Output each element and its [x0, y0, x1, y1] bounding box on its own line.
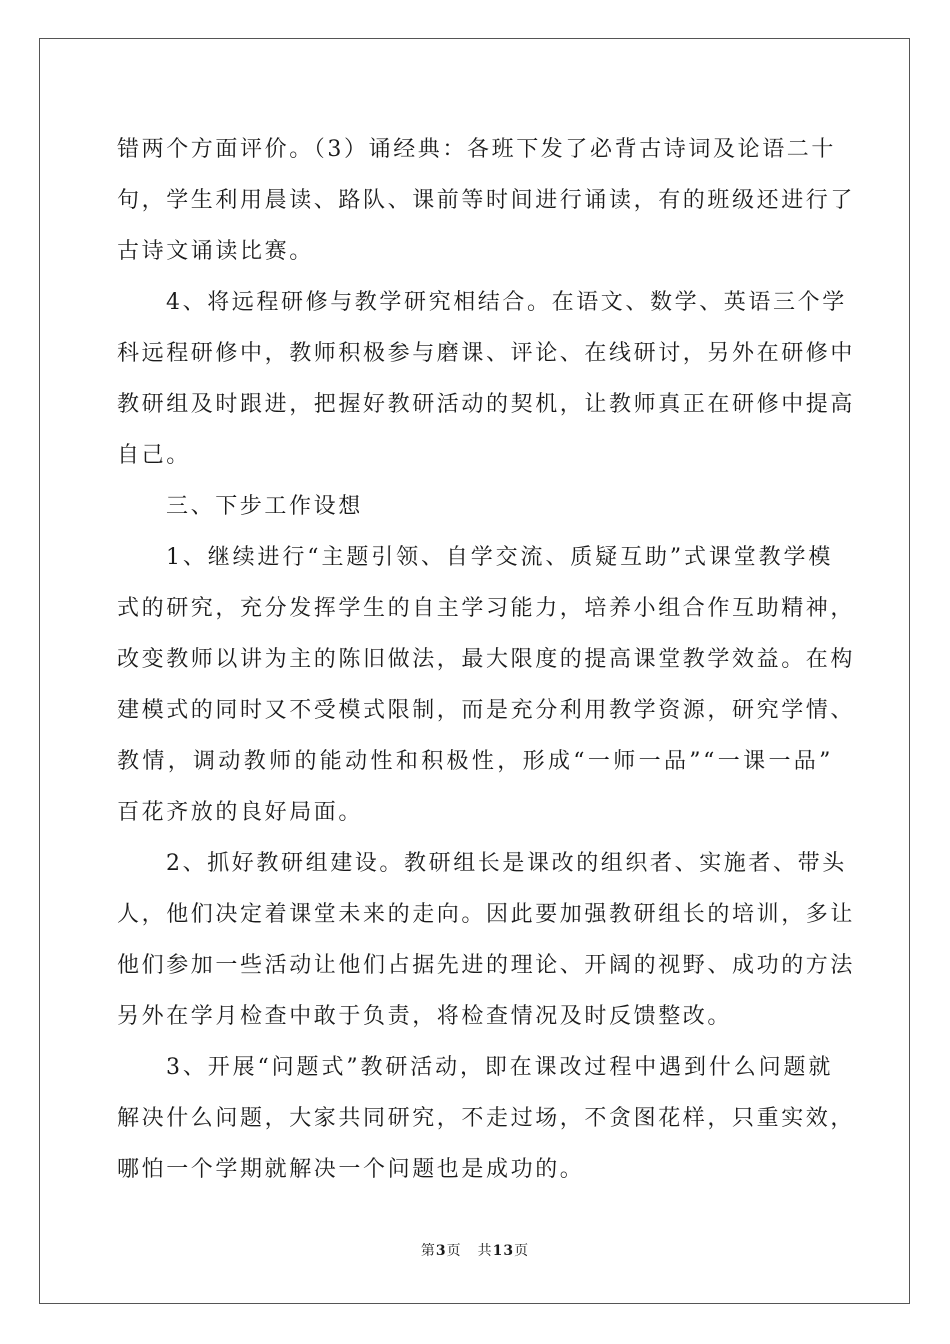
- text-line: 4、将远程研修与教学研究相结合。在语文、数学、英语三个学: [166, 290, 847, 315]
- text-line: 3、开展“问题式”教研活动，即在课改过程中遇到什么问题就: [166, 1055, 833, 1080]
- text-line: 错两个方面评价。（3）诵经典：各班下发了必背古诗词及论语二十: [117, 137, 836, 162]
- text-line: 式的研究，充分发挥学生的自主学习能力，培养小组合作互助精神，: [117, 596, 856, 621]
- footer-page-prefix: 第: [420, 1243, 436, 1259]
- current-page-number: 3: [435, 1243, 447, 1259]
- text-line: 教研组及时跟进，把握好教研活动的契机，让教师真正在研修中提高: [117, 392, 856, 417]
- paragraph-item-4: [117, 277, 856, 481]
- paragraph-plan-2: [117, 838, 856, 1042]
- paragraph-plan-3: [117, 1042, 856, 1195]
- paragraph-continuation: [117, 124, 856, 277]
- document-body: [117, 124, 856, 1195]
- footer-total-suffix: 页: [514, 1243, 530, 1259]
- text-line: 另外在学月检查中敢于负责，将检查情况及时反馈整改。: [117, 1004, 733, 1029]
- text-line: 科远程研修中，教师积极参与磨课、评论、在线研讨，另外在研修中: [117, 341, 856, 366]
- footer-total-prefix: 共: [477, 1243, 493, 1259]
- total-pages-number: 13: [492, 1243, 515, 1259]
- text-line: 哪怕一个学期就解决一个问题也是成功的。: [117, 1157, 585, 1182]
- section-heading: [117, 481, 833, 532]
- text-line: 解决什么问题，大家共同研究，不走过场，不贪图花样，只重实效，: [117, 1106, 856, 1131]
- footer-page-suffix: 页: [446, 1243, 462, 1259]
- text-line: 1、继续进行“主题引领、自学交流、质疑互助”式课堂教学模: [166, 545, 833, 570]
- text-line: 改变教师以讲为主的陈旧做法，最大限度的提高课堂教学效益。在构: [117, 647, 856, 672]
- paragraph-plan-1: [117, 532, 856, 838]
- text-line: 人，他们决定着课堂未来的走向。因此要加强教研组长的培训，多让: [117, 902, 856, 927]
- text-line: 建模式的同时又不受模式限制，而是充分利用教学资源，研究学情、: [117, 698, 856, 723]
- page-footer: [0, 1240, 950, 1260]
- text-line: 2、抓好教研组建设。教研组长是课改的组织者、实施者、带头: [166, 851, 847, 876]
- text-line: 句，学生利用晨读、路队、课前等时间进行诵读，有的班级还进行了: [117, 188, 856, 213]
- text-line: 教情，调动教师的能动性和积极性，形成“一师一品”“一课一品”: [117, 749, 833, 774]
- text-line: 他们参加一些活动让他们占据先进的理论、开阔的视野、成功的方法: [117, 953, 856, 978]
- section-heading-text: 三、下步工作设想: [166, 494, 363, 519]
- text-line: 自己。: [117, 443, 191, 468]
- text-line: 古诗文诵读比赛。: [117, 239, 314, 264]
- text-line: 百花齐放的良好局面。: [117, 800, 364, 825]
